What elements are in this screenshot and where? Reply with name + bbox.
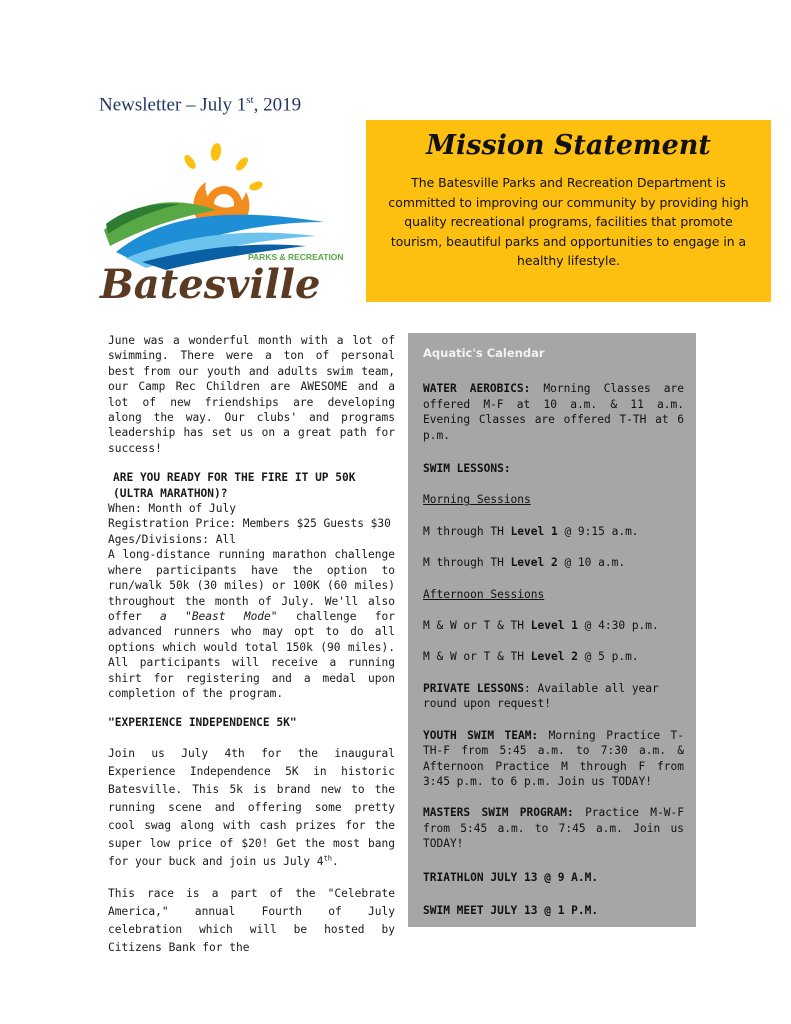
private-lessons: PRIVATE LESSONS: Available all year round upon request! (423, 681, 659, 711)
youth-swim-team: YOUTH SWIM TEAM: Morning Practice T-TH-F from 5:45 a.m. to 7:30 a.m. & Afternoon Practice M through F from 3:45 p.m. to 6 p.m. Join us TODAY! (423, 728, 684, 788)
water-aerobics: WATER AEROBICS: Morning Classes are offered M-F at 10 a.m. & 11 a.m. Evening Classes are offered T-TH at 6 p.m. (423, 382, 684, 442)
mission-text: The Batesville Parks and Recreation Department is committed to improving our community by providing high quality recreational programs, facilities that promote tourism, beautiful parks and opportunities to engage in a healthy lifestyle. (388, 175, 749, 268)
fire-price: Registration Price: Members $25 Guests $30 (108, 517, 391, 531)
logo-name: Batesville (100, 261, 321, 308)
morning-sessions: Morning Sessions (423, 493, 531, 507)
aquatics-heading: Aquatic's Calendar (423, 346, 545, 360)
fire-description: A long-distance running marathon challenge where participants have the option to run/walk 50k (30 miles) or 100K (60 miles) throughout the month of July. We'll also offer a "Beast Mode" challenge for advanced runners who may opt to do all options which would total 150k (90 miles). All participants will receive a running shirt for registering and a medal upon completion of the program. (108, 548, 396, 700)
mission-title: Mission Statement (426, 130, 711, 161)
independence-text: Join us July 4th for the inaugural Experience Independence 5K in historic Batesville. This 5k is brand new to the running scene and offering some pretty cool swag along with cash prizes for the super low price of $20! Get the most bang for your buck and join us July 4th. (108, 746, 395, 868)
fire-when: When: Month of July (108, 502, 236, 516)
afternoon-level-1: M & W or T & TH Level 1 @ 4:30 p.m. (423, 619, 659, 633)
morning-level-1: M through TH Level 1 @ 9:15 a.m. (423, 524, 639, 538)
newsletter-title: Newsletter – July 1st, 2019 (99, 94, 302, 116)
triathlon: TRIATHLON JULY 13 @ 9 A.M. (423, 870, 599, 884)
fire-ages: Ages/Divisions: All (108, 532, 236, 546)
swim-meet: SWIM MEET JULY 13 @ 1 P.M. (423, 903, 599, 917)
left-column (108, 333, 395, 957)
masters-swim-program: MASTERS SWIM PROGRAM: Practice M-W-F from 5:45 a.m. to 7:45 a.m. Join us TODAY! (423, 806, 684, 851)
independence-heading: "EXPERIENCE INDEPENDENCE 5K" (108, 716, 297, 730)
morning-level-2: M through TH Level 2 @ 10 a.m. (423, 556, 626, 570)
race-text: This race is a part of the "Celebrate America," annual Fourth of July celebration which will be hosted by Citizens Bank for the (108, 886, 395, 954)
swim-lessons-heading: SWIM LESSONS: (423, 462, 511, 476)
aquatics-calendar (408, 333, 696, 927)
mission-statement-box (366, 120, 771, 302)
intro-paragraph: June was a wonderful month with a lot of swimming. There were a ton of personal best from our youth and adults swim team, our Camp Rec Children are AWESOME and a lot of new friendships are developing along the way. Our clubs' and programs leadership has set us on a great path for success! (108, 334, 395, 455)
afternoon-level-2: M & W or T & TH Level 2 @ 5 p.m. (423, 650, 639, 664)
fire-it-up-heading: ARE YOU READY FOR THE FIRE IT UP 50K (ULTRA MARATHON)? (113, 471, 356, 500)
batesville-logo (96, 142, 344, 308)
afternoon-sessions: Afternoon Sessions (423, 587, 545, 601)
logo-tagline: PARKS & RECREATION (248, 252, 344, 262)
